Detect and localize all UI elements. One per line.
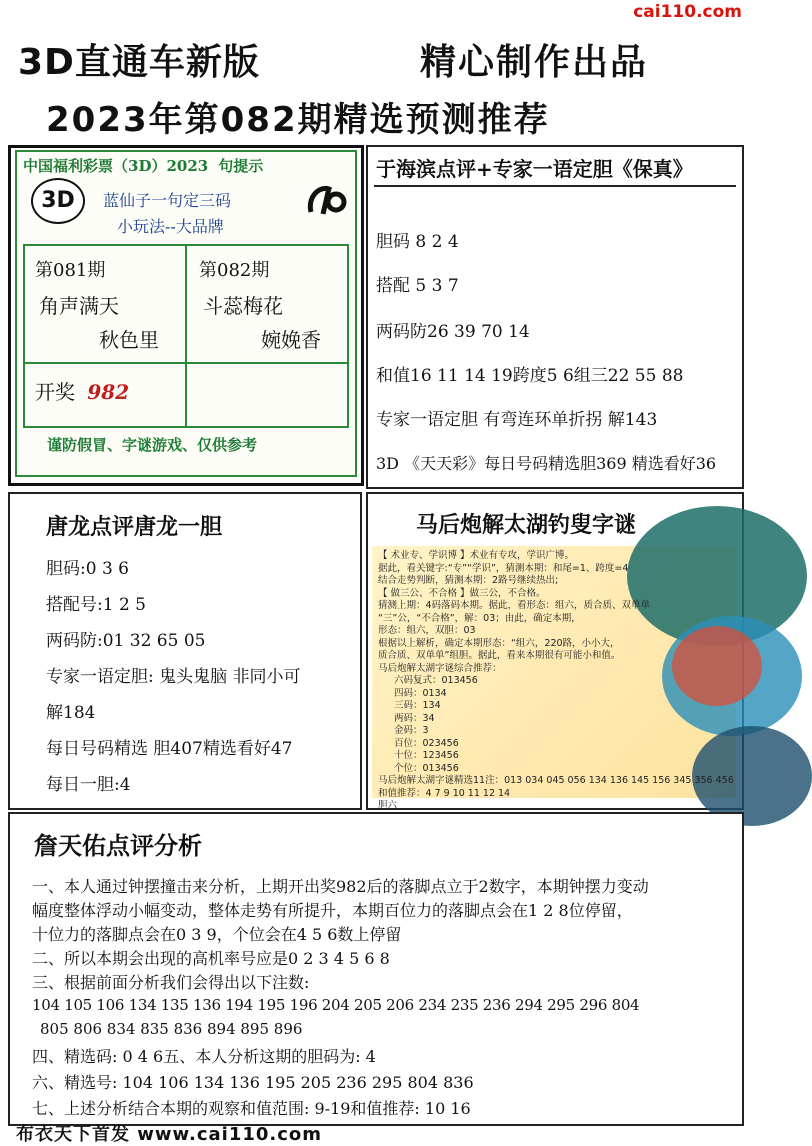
next-riddle-line-2: 婉娩香	[261, 328, 321, 352]
ma-line: 形态：组六，双胆：03	[378, 625, 476, 636]
card-warning: 谨防假冒、字谜游戏、仅供参考	[47, 436, 258, 454]
ma-decorated-panel	[372, 546, 736, 811]
tang-line: 胆码:0 3 6	[46, 559, 129, 579]
zhan-line: 二、所以本期会出现的高机率号应是0 2 3 4 5 6 8	[32, 949, 390, 968]
ma-line: 结合走势判断，猜测本期：2路号继续热出;	[378, 575, 559, 586]
ma-line: 【 做三公、不合格 】做三公，不合格。	[378, 587, 546, 599]
ma-text-block	[378, 550, 734, 813]
zhan-line: 三、根据前面分析我们会得出以下注数:	[32, 973, 310, 992]
welfare-lottery-logo-icon	[305, 182, 345, 222]
tang-line: 解184	[46, 703, 96, 723]
tang-section-title: 唐龙点评唐龙一胆	[46, 514, 223, 540]
zhan-line: 805 806 834 835 836 894 895 896	[40, 1020, 303, 1038]
prev-riddle-line-1: 角声满天	[39, 294, 119, 318]
yu-line: 胆码 8 2 4	[376, 232, 459, 252]
lottery-card-inner	[15, 150, 357, 477]
ma-section	[366, 492, 744, 810]
yu-line: 专家一语定胆 有弯连环单折拐 解143	[376, 410, 658, 430]
ma-line: 马后炮解太湖字谜精选11注：013 034 045 056 134 136 145 156 345 356 456	[378, 775, 734, 786]
prev-period: 第081期	[35, 260, 106, 281]
tang-line: 搭配号:1 2 5	[46, 595, 146, 615]
tang-line: 专家一语定胆: 鬼头鬼脑 非同小可	[46, 667, 301, 687]
ma-line: 根据以上解析，确定本期形态：“组六，220路，小小大，	[378, 637, 620, 649]
ma-line: 马后炮解太湖字谜综合推荐：	[378, 662, 502, 674]
tang-line: 两码防:01 32 65 05	[46, 631, 206, 651]
zhan-line: 一、本人通过钟摆撞击来分析，上期开出奖982后的落脚点立于2数字，本期钟摆力变动	[32, 877, 649, 896]
ma-line: 质合质、双单单”组胆。据此，看来本期很有可能小和值。	[378, 650, 621, 661]
ma-line: 六码复式：013456	[394, 675, 478, 686]
ma-line: 两码：34	[394, 712, 435, 724]
ma-line: 胆六	[378, 800, 398, 811]
lottery-3d-logo	[31, 178, 85, 224]
tang-line: 每日号码精选 胆407精选看好47	[46, 739, 293, 759]
ma-line: 十位：123456	[394, 750, 459, 761]
zhan-section	[8, 812, 744, 1126]
lottery-card-header: 中国福利彩票（3D）2023	[23, 157, 209, 175]
yu-line: 搭配 5 3 7	[376, 276, 459, 296]
tang-section	[8, 492, 362, 810]
tang-line: 每日一胆:4	[46, 775, 131, 795]
draw-label: 开奖	[35, 380, 75, 404]
ma-line: 百位：023456	[394, 737, 459, 749]
page-title: 2023年第082期精选预测推荐	[46, 100, 550, 140]
header-right-title: 精心制作出品	[420, 42, 649, 83]
ma-line: 和值推荐：4 7 9 10 11 12 14	[378, 787, 511, 799]
ma-line: 四码：0134	[394, 687, 447, 699]
yu-line: 两码防26 39 70 14	[376, 322, 530, 342]
zhan-line: 四、精选码: 0 4 6五、本人分析这期的胆码为: 4	[32, 1047, 376, 1066]
zhan-section-title: 詹天佑点评分析	[34, 831, 202, 860]
ma-line: 【 术业专、学识博 】术业有专攻，学识广博。	[378, 550, 575, 561]
header-left-title: 3D直通车新版	[18, 42, 260, 83]
footer-text: 布衣天下首发 www.cai110.com	[16, 1124, 323, 1145]
zhan-line: 幅度整体浮动小幅变动，整体走势有所提升，本期百位力的落脚点会在1 2 8位停留，	[32, 901, 633, 920]
lottery-card-header-tail: 句提示	[218, 157, 264, 175]
yu-section-title: 于海滨点评+专家一语定胆《保真》	[376, 157, 693, 181]
next-riddle-line-1: 斗蕊梅花	[203, 294, 283, 318]
yu-section	[366, 145, 744, 489]
zhan-line: 六、精选号: 104 106 134 136 195 205 236 295 804 836	[32, 1073, 474, 1092]
ma-line: 个位：013456	[394, 762, 459, 774]
ma-line: “三”公，“不合格”，解：03；由此，确定本期，	[378, 612, 581, 624]
site-url[interactable]: cai110.com	[633, 2, 742, 22]
zhan-line: 十位力的落脚点会在0 3 9，个位会在4 5 6数上停留	[32, 925, 402, 944]
card-slogan-1: 蓝仙子一句定三码	[103, 191, 232, 210]
zhan-line: 七、上述分析结合本期的观察和值范围: 9-19和值推荐: 10 16	[32, 1099, 471, 1118]
zhan-line: 104 105 106 134 135 136 194 195 196 204 205 206 234 235 236 294 295 296 804	[32, 996, 640, 1014]
next-period: 第082期	[199, 260, 270, 281]
lottery-card	[8, 145, 364, 486]
ma-line: 金码：3	[394, 725, 429, 736]
riddle-grid	[23, 244, 349, 428]
ma-line: 三码：134	[394, 700, 441, 711]
draw-value: 982	[87, 380, 130, 404]
ma-line: 据此，看关键字:“专”“学识”，猜测本期：和尾=1、跨度=4	[378, 562, 629, 574]
yu-line: 3D 《天天彩》每日号码精选胆369 精选看好36	[376, 454, 717, 473]
ma-section-title: 马后炮解太湖钓叟字谜	[416, 512, 637, 538]
yu-line: 和值16 11 14 19跨度5 6组三22 55 88	[376, 366, 684, 386]
card-slogan-2: 小玩法--大品牌	[117, 217, 224, 236]
logo-text: 3D	[41, 188, 75, 213]
ma-line: 猜测上期：4码落码本期。据此，看形态：组六，质合质、双单单	[378, 600, 651, 611]
prev-riddle-line-2: 秋色里	[99, 328, 159, 352]
